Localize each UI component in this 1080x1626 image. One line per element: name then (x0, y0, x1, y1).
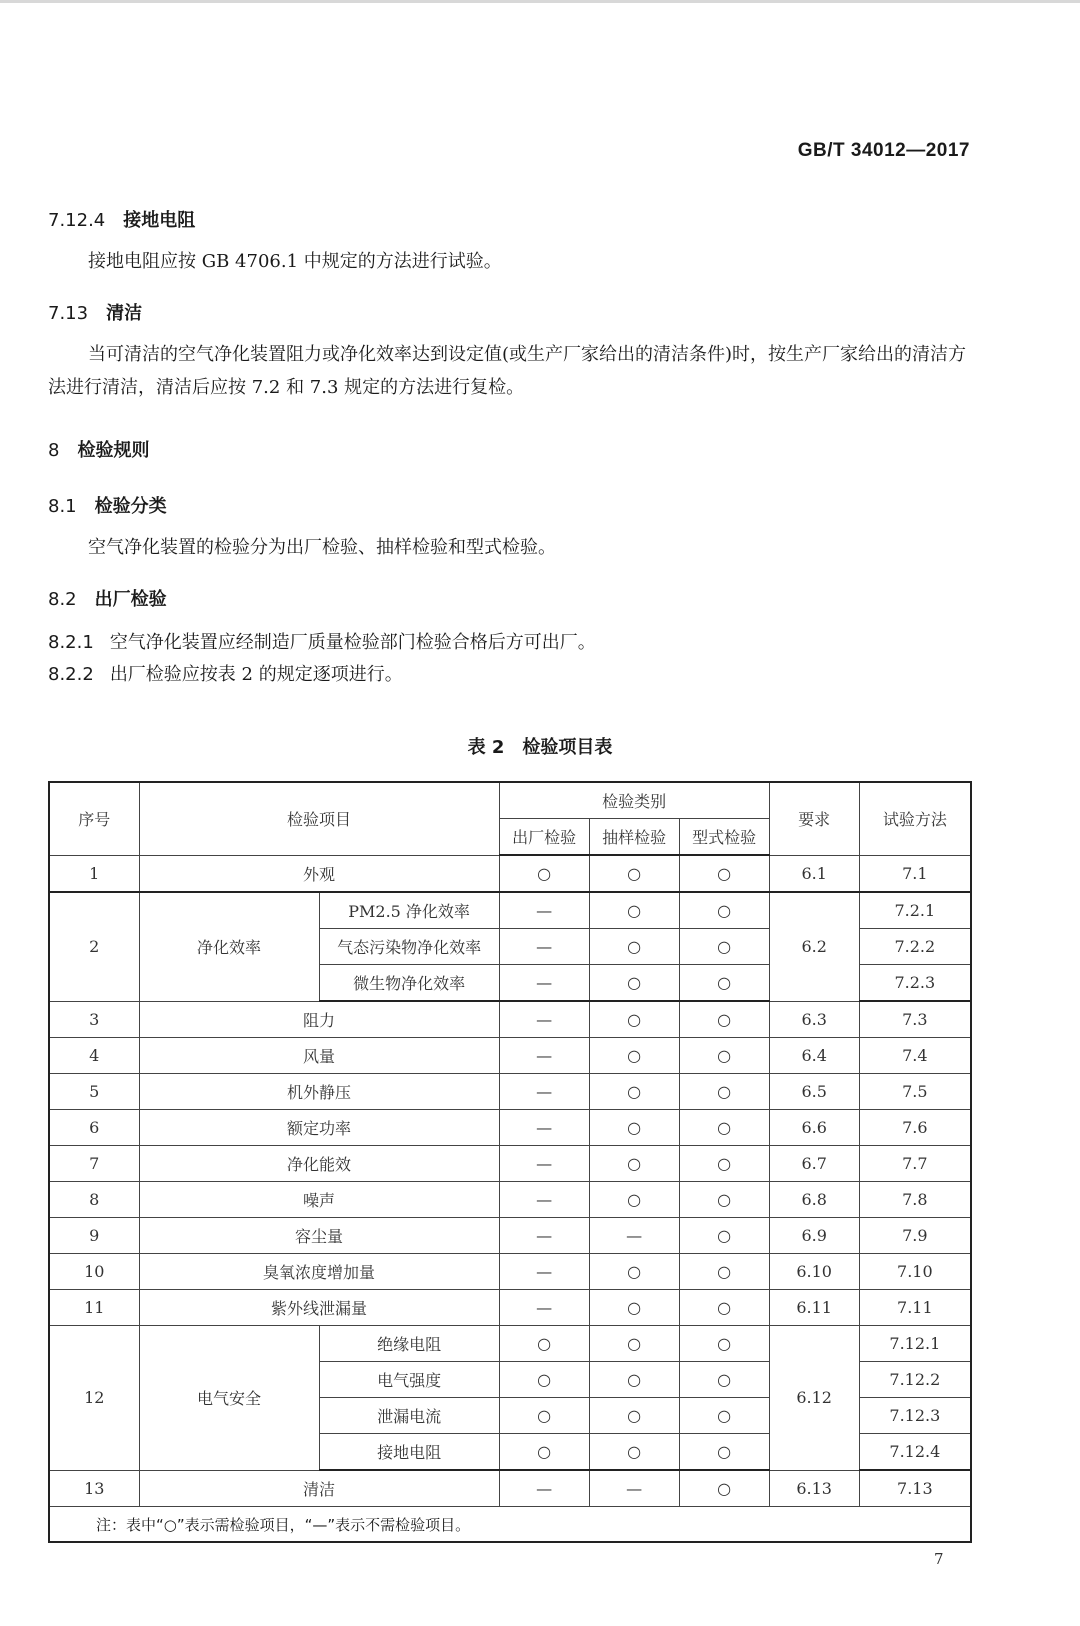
cell-requirement: 6.4 (769, 1038, 859, 1074)
table-title (0, 733, 1080, 759)
section-title: 清洁 (106, 303, 143, 324)
cell-type-mark: ○ (679, 855, 769, 892)
section-number: 8.1 (48, 496, 77, 517)
cell-seq: 8 (49, 1182, 139, 1218)
cell-seq: 2 (49, 892, 139, 1001)
cell-item: 风量 (139, 1038, 499, 1074)
cell-requirement: 6.12 (769, 1326, 859, 1471)
cell-requirement: 6.10 (769, 1254, 859, 1290)
table-row (49, 1218, 971, 1254)
cell-seq: 12 (49, 1326, 139, 1471)
cell-method: 7.10 (859, 1254, 971, 1290)
cell-requirement: 6.3 (769, 1001, 859, 1038)
cell-seq: 1 (49, 855, 139, 892)
clause-8-2-1 (48, 628, 596, 654)
cell-type-mark: ○ (679, 965, 769, 1002)
cell-factory-mark: — (499, 1110, 589, 1146)
cell-sampling-mark: ○ (589, 1362, 679, 1398)
table-name: 检验项目表 (522, 737, 613, 758)
cell-subitem: 电气强度 (319, 1362, 499, 1398)
table-row (49, 892, 971, 929)
cell-type-mark: ○ (679, 1254, 769, 1290)
cell-method: 7.13 (859, 1470, 971, 1507)
cell-item: 容尘量 (139, 1218, 499, 1254)
cell-method: 7.2.3 (859, 965, 971, 1002)
cell-sampling-mark: ○ (589, 1182, 679, 1218)
table-row (49, 1110, 971, 1146)
cell-seq: 3 (49, 1001, 139, 1038)
clause-number: 8.2.1 (48, 632, 94, 653)
paragraph-7-13: 当可清洁的空气净化装置阻力或净化效率达到设定值(或生产厂家给出的清洁条件)时，按生产厂家给出的清洁方法进行清洁，清洁后应按 7.2 和 7.3 规定的方法进行复检。 (48, 344, 967, 398)
table-row (49, 1001, 971, 1038)
cell-seq: 7 (49, 1146, 139, 1182)
cell-factory-mark: — (499, 1074, 589, 1110)
cell-sampling-mark: ○ (589, 892, 679, 929)
cell-method: 7.12.3 (859, 1398, 971, 1434)
cell-subitem: 气态污染物净化效率 (319, 929, 499, 965)
header-sampling: 抽样检验 (589, 819, 679, 856)
table-note-row (49, 1507, 971, 1543)
clause-number: 8.2.2 (48, 664, 94, 685)
cell-requirement: 6.2 (769, 892, 859, 1001)
top-rule (0, 0, 1080, 3)
table-number: 表 2 (467, 737, 505, 758)
cell-requirement: 6.1 (769, 855, 859, 892)
cell-seq: 5 (49, 1074, 139, 1110)
clause-text: 空气净化装置应经制造厂质量检验部门检验合格后方可出厂。 (109, 632, 596, 653)
paragraph-8-1: 空气净化装置的检验分为出厂检验、抽样检验和型式检验。 (88, 537, 556, 558)
heading-8-2 (48, 585, 167, 611)
cell-type-mark: ○ (679, 1362, 769, 1398)
table-row (49, 855, 971, 892)
section-number: 8.2 (48, 589, 77, 610)
header-seq: 序号 (49, 782, 139, 855)
heading-8-1 (48, 492, 167, 518)
section-number: 8 (48, 440, 60, 461)
heading-7-12-4 (48, 206, 195, 232)
cell-item: 机外静压 (139, 1074, 499, 1110)
cell-factory-mark: — (499, 1001, 589, 1038)
cell-factory-mark: — (499, 965, 589, 1002)
cell-item: 阻力 (139, 1001, 499, 1038)
cell-sampling-mark: ○ (589, 1001, 679, 1038)
cell-sampling-mark: ○ (589, 1326, 679, 1362)
cell-method: 7.3 (859, 1001, 971, 1038)
cell-item: 清洁 (139, 1470, 499, 1507)
cell-type-mark: ○ (679, 1326, 769, 1362)
table-row (49, 1182, 971, 1218)
cell-factory-mark: ○ (499, 855, 589, 892)
cell-factory-mark: — (499, 1182, 589, 1218)
cell-factory-mark: ○ (499, 1362, 589, 1398)
cell-factory-mark: ○ (499, 1326, 589, 1362)
cell-type-mark: ○ (679, 929, 769, 965)
cell-factory-mark: — (499, 1038, 589, 1074)
table-note: 注：表中“○”表示需检验项目，“—”表示不需检验项目。 (49, 1507, 971, 1543)
cell-requirement: 6.9 (769, 1218, 859, 1254)
cell-factory-mark: ○ (499, 1398, 589, 1434)
cell-factory-mark: — (499, 892, 589, 929)
section-title: 检验分类 (94, 496, 167, 517)
table-row (49, 1470, 971, 1507)
cell-factory-mark: — (499, 1254, 589, 1290)
cell-seq: 11 (49, 1290, 139, 1326)
cell-sampling-mark: ○ (589, 965, 679, 1002)
cell-method: 7.4 (859, 1038, 971, 1074)
cell-type-mark: ○ (679, 1470, 769, 1507)
cell-subitem: 泄漏电流 (319, 1398, 499, 1434)
cell-type-mark: ○ (679, 892, 769, 929)
cell-factory-mark: — (499, 1470, 589, 1507)
cell-sampling-mark: ○ (589, 1074, 679, 1110)
cell-sampling-mark: ○ (589, 1290, 679, 1326)
cell-method: 7.1 (859, 855, 971, 892)
cell-seq: 13 (49, 1470, 139, 1507)
cell-method: 7.12.2 (859, 1362, 971, 1398)
cell-type-mark: ○ (679, 1001, 769, 1038)
table-row (49, 1146, 971, 1182)
cell-sampling-mark: ○ (589, 1038, 679, 1074)
cell-method: 7.9 (859, 1218, 971, 1254)
header-method: 试验方法 (859, 782, 971, 855)
cell-sampling-mark: ○ (589, 929, 679, 965)
section-title: 检验规则 (77, 440, 150, 461)
cell-sampling-mark: ○ (589, 855, 679, 892)
cell-seq: 10 (49, 1254, 139, 1290)
header-factory: 出厂检验 (499, 819, 589, 856)
cell-method: 7.12.4 (859, 1434, 971, 1471)
cell-requirement: 6.13 (769, 1470, 859, 1507)
cell-type-mark: ○ (679, 1146, 769, 1182)
cell-item: 电气安全 (139, 1326, 319, 1471)
cell-sampling-mark: ○ (589, 1110, 679, 1146)
table-row (49, 1038, 971, 1074)
section-number: 7.12.4 (48, 210, 106, 231)
header-type: 型式检验 (679, 819, 769, 856)
header-requirement: 要求 (769, 782, 859, 855)
cell-type-mark: ○ (679, 1110, 769, 1146)
cell-sampling-mark: ○ (589, 1146, 679, 1182)
table-row (49, 1326, 971, 1362)
cell-subitem: 接地电阻 (319, 1434, 499, 1471)
cell-item: 净化能效 (139, 1146, 499, 1182)
cell-factory-mark: — (499, 1218, 589, 1254)
cell-seq: 9 (49, 1218, 139, 1254)
table-row (49, 1074, 971, 1110)
cell-sampling-mark: ○ (589, 1434, 679, 1471)
cell-sampling-mark: ○ (589, 1254, 679, 1290)
cell-subitem: 绝缘电阻 (319, 1326, 499, 1362)
cell-sampling-mark: — (589, 1470, 679, 1507)
cell-item: 紫外线泄漏量 (139, 1290, 499, 1326)
cell-type-mark: ○ (679, 1182, 769, 1218)
cell-sampling-mark: ○ (589, 1398, 679, 1434)
page-number: 7 (934, 1550, 944, 1568)
cell-subitem: PM2.5 净化效率 (319, 892, 499, 929)
cell-item: 噪声 (139, 1182, 499, 1218)
cell-type-mark: ○ (679, 1434, 769, 1471)
cell-factory-mark: — (499, 1146, 589, 1182)
standard-code: GB/T 34012—2017 (797, 140, 970, 161)
section-title: 接地电阻 (123, 210, 196, 231)
clause-8-2-2 (48, 660, 403, 686)
cell-subitem: 微生物净化效率 (319, 965, 499, 1002)
cell-type-mark: ○ (679, 1038, 769, 1074)
cell-item: 臭氧浓度增加量 (139, 1254, 499, 1290)
heading-7-13 (48, 299, 142, 325)
paragraph-7-12-4: 接地电阻应按 GB 4706.1 中规定的方法进行试验。 (88, 251, 502, 272)
cell-method: 7.11 (859, 1290, 971, 1326)
inspection-items-table (48, 781, 972, 1543)
cell-factory-mark: ○ (499, 1434, 589, 1471)
cell-method: 7.2.1 (859, 892, 971, 929)
cell-type-mark: ○ (679, 1218, 769, 1254)
cell-method: 7.5 (859, 1074, 971, 1110)
cell-method: 7.8 (859, 1182, 971, 1218)
cell-seq: 4 (49, 1038, 139, 1074)
cell-type-mark: ○ (679, 1290, 769, 1326)
cell-factory-mark: — (499, 929, 589, 965)
cell-sampling-mark: — (589, 1218, 679, 1254)
section-number: 7.13 (48, 303, 89, 324)
heading-8 (48, 436, 149, 462)
cell-method: 7.7 (859, 1146, 971, 1182)
cell-seq: 6 (49, 1110, 139, 1146)
cell-method: 7.2.2 (859, 929, 971, 965)
cell-item: 净化效率 (139, 892, 319, 1001)
header-item: 检验项目 (139, 782, 499, 855)
section-title: 出厂检验 (94, 589, 167, 610)
cell-method: 7.12.1 (859, 1326, 971, 1362)
cell-type-mark: ○ (679, 1398, 769, 1434)
cell-item: 额定功率 (139, 1110, 499, 1146)
cell-requirement: 6.7 (769, 1146, 859, 1182)
cell-requirement: 6.8 (769, 1182, 859, 1218)
cell-requirement: 6.5 (769, 1074, 859, 1110)
table-row (49, 1254, 971, 1290)
table-header-row (49, 782, 971, 819)
cell-requirement: 6.6 (769, 1110, 859, 1146)
header-category: 检验类别 (499, 782, 769, 819)
cell-type-mark: ○ (679, 1074, 769, 1110)
cell-requirement: 6.11 (769, 1290, 859, 1326)
cell-factory-mark: — (499, 1290, 589, 1326)
clause-text: 出厂检验应按表 2 的规定逐项进行。 (109, 664, 403, 685)
cell-method: 7.6 (859, 1110, 971, 1146)
cell-item: 外观 (139, 855, 499, 892)
table-row (49, 1290, 971, 1326)
